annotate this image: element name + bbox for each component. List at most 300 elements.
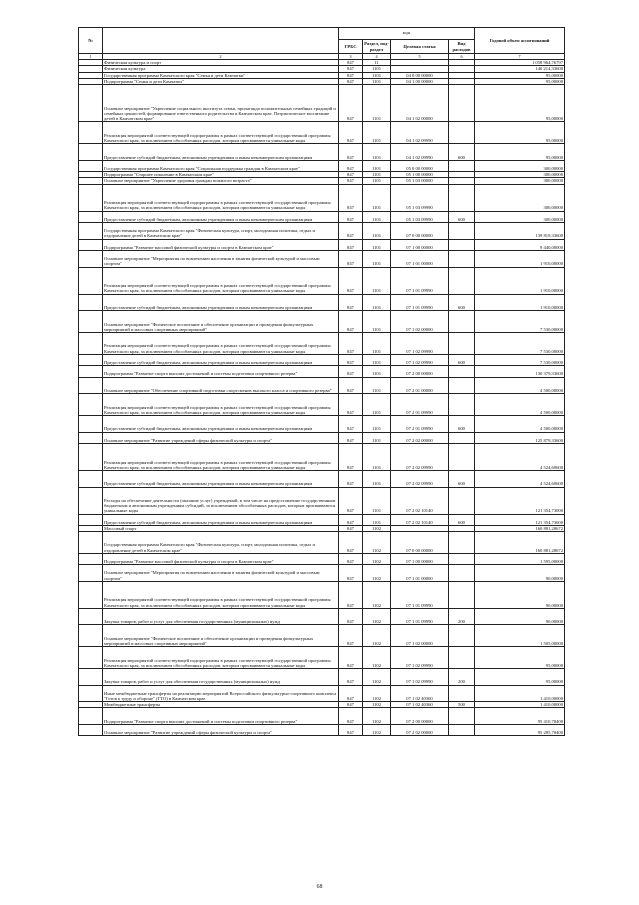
row-target-article-cell: 07 1 01 09990: [391, 581, 449, 608]
row-number-cell: [79, 377, 103, 394]
row-amount-cell: 1 595,00000: [475, 553, 565, 564]
row-name-cell: Основное мероприятие "Обеспечение спортивной подготовки спортсменов высокого класса и спортивного резерва": [103, 377, 339, 394]
header-sum: Годовой объем ассигнований: [475, 28, 565, 54]
row-number-cell: [79, 366, 103, 377]
row-number-cell: [79, 685, 103, 702]
table-row: [79, 647, 565, 669]
row-target-article-cell: 07 2 01 00000: [391, 377, 449, 394]
row-number-cell: [79, 160, 103, 171]
row-section-cell: 1101: [363, 366, 391, 377]
row-grbs-cell: 847: [339, 239, 363, 250]
row-target-article-cell: 07 2 01 09990: [391, 394, 449, 416]
row-section-cell: 1101: [363, 332, 391, 354]
row-name-cell: Физическая культура: [103, 66, 339, 72]
row-amount-cell: 300,00000: [475, 184, 565, 211]
row-amount-cell: 90,00000: [475, 608, 565, 625]
row-expense-type-cell: 600: [449, 144, 475, 161]
row-grbs-cell: 847: [339, 514, 363, 525]
row-name-cell: Подпрограмма "Развитие спорта высших достижений и системы подготовки спортивного резерва": [103, 708, 339, 725]
row-grbs-cell: 847: [339, 267, 363, 294]
column-index: 1: [79, 54, 103, 60]
row-section-cell: 1101: [363, 294, 391, 311]
row-expense-type-cell: [449, 311, 475, 333]
row-name-cell: Реализация мероприятий соответствующей подпрограммы в рамках соответствующей государственной программы Камчатского края, за исключением обособленных расходов, которым присваиваются уникальные коды: [103, 443, 339, 470]
table-row: [79, 222, 565, 239]
row-expense-type-cell: [449, 366, 475, 377]
row-name-cell: Государственная программа Камчатского края "Физическая культура, спорт, молодежная политика, отдых и оздоровление детей в Камчатском крае": [103, 222, 339, 239]
row-amount-cell: 160 881,28672: [475, 525, 565, 531]
row-name-cell: Основное мероприятие "Укрепление социального института семьи, пропаганда положительных семейных традиций и семейных ценностей, формирование ответственного родительства в Камчатском крае. Патриотическое воспитание детей в Камчатском крае": [103, 85, 339, 122]
row-number-cell: [79, 394, 103, 416]
row-section-cell: 1101: [363, 85, 391, 122]
row-section-cell: 1101: [363, 250, 391, 267]
row-amount-cell: 95,00000: [475, 72, 565, 78]
row-grbs-cell: 847: [339, 60, 363, 66]
row-expense-type-cell: 600: [449, 415, 475, 432]
row-amount-cell: 125 879,33600: [475, 432, 565, 443]
row-name-cell: Основное мероприятие "Укрепление здоровья граждан пожилого возраста": [103, 178, 339, 184]
row-section-cell: 1102: [363, 685, 391, 702]
row-section-cell: 1101: [363, 66, 391, 72]
row-section-cell: 1101: [363, 122, 391, 144]
row-target-article-cell: 07 2 02 10140: [391, 514, 449, 525]
row-expense-type-cell: [449, 443, 475, 470]
table-row: [79, 432, 565, 443]
row-expense-type-cell: 200: [449, 608, 475, 625]
table-row: [79, 514, 565, 525]
row-target-article-cell: 04 1 02 00000: [391, 85, 449, 122]
column-index: 7: [475, 54, 565, 60]
row-section-cell: 11: [363, 60, 391, 66]
row-grbs-cell: 847: [339, 470, 363, 487]
row-section-cell: 1101: [363, 432, 391, 443]
row-name-cell: Предоставление субсидий бюджетным, автономным учреждениям и иным некоммерческим организациям: [103, 211, 339, 222]
row-name-cell: Физическая культура и спорт: [103, 60, 339, 66]
row-section-cell: 1101: [363, 222, 391, 239]
row-number-cell: [79, 669, 103, 686]
row-target-article-cell: 04 1 02 09990: [391, 144, 449, 161]
row-amount-cell: 95,00000: [475, 144, 565, 161]
row-number-cell: [79, 332, 103, 354]
row-target-article-cell: 05 1 00 00000: [391, 172, 449, 178]
row-expense-type-cell: 600: [449, 354, 475, 365]
row-target-article-cell: 05 1 03 09990: [391, 211, 449, 222]
row-target-article-cell: 07 1 01 00000: [391, 250, 449, 267]
row-section-cell: 1102: [363, 565, 391, 582]
row-amount-cell: 300,00000: [475, 211, 565, 222]
row-amount-cell: 300,00000: [475, 178, 565, 184]
row-amount-cell: 1 910,00000: [475, 294, 565, 311]
row-amount-cell: 4 524,60600: [475, 443, 565, 470]
row-amount-cell: 300,00000: [475, 160, 565, 171]
row-target-article-cell: 07 1 02 00000: [391, 625, 449, 647]
row-name-cell: Реализация мероприятий соответствующей подпрограммы в рамках соответствующей государственной программы Камчатского края, за исключением обособленных расходов, которым присваиваются уникальные коды: [103, 394, 339, 416]
row-amount-cell: 1 410,00000: [475, 702, 565, 708]
row-grbs-cell: 847: [339, 178, 363, 184]
table-row: [79, 532, 565, 554]
row-amount-cell: 7 530,00000: [475, 311, 565, 333]
row-grbs-cell: 847: [339, 294, 363, 311]
row-name-cell: Расходы на обеспечение деятельности (оказание услуг) учреждений, в том числе на предоставление государственным бюджетным и автономным учреждениям субсидий, за исключением обособленных расходов, которым присваиваются уникальные коды: [103, 487, 339, 514]
row-section-cell: 1101: [363, 470, 391, 487]
row-number-cell: [79, 122, 103, 144]
row-grbs-cell: 847: [339, 708, 363, 725]
row-target-article-cell: 07 1 02 00000: [391, 311, 449, 333]
row-target-article-cell: 07 0 00 00000: [391, 222, 449, 239]
row-expense-type-cell: 200: [449, 669, 475, 686]
table-row: [79, 725, 565, 736]
row-amount-cell: 90,00000: [475, 565, 565, 582]
table-row: [79, 332, 565, 354]
row-name-cell: Реализация мероприятий соответствующей подпрограммы в рамках соответствующей государственной программы Камчатского края, за исключением обособленных расходов, которым присваиваются уникальные коды: [103, 184, 339, 211]
row-section-cell: 1102: [363, 525, 391, 531]
row-number-cell: [79, 415, 103, 432]
table-row: [79, 625, 565, 647]
row-expense-type-cell: 500: [449, 702, 475, 708]
row-expense-type-cell: [449, 685, 475, 702]
column-index: 2: [103, 54, 339, 60]
row-expense-type-cell: [449, 332, 475, 354]
row-target-article-cell: 07 1 01 00000: [391, 565, 449, 582]
row-grbs-cell: 847: [339, 443, 363, 470]
header-razd: Раздел, под-раздел: [364, 41, 389, 52]
row-name-cell: Подпрограмма "Развитие массовой физической культуры и спорта в Камчатском крае": [103, 553, 339, 564]
row-expense-type-cell: [449, 222, 475, 239]
header-name: [103, 28, 339, 54]
row-grbs-cell: 847: [339, 250, 363, 267]
row-name-cell: Предоставление субсидий бюджетным, автономным учреждениям и иным некоммерческим организациям: [103, 514, 339, 525]
row-target-article-cell: 07 2 02 10140: [391, 487, 449, 514]
table-row: [79, 144, 565, 161]
row-expense-type-cell: [449, 85, 475, 122]
row-name-cell: Государственная программа Камчатского края "Семья и дети Камчатки": [103, 72, 339, 78]
row-name-cell: Реализация мероприятий соответствующей подпрограммы в рамках соответствующей государственной программы Камчатского края, за исключением обособленных расходов, которым присваиваются уникальные коды: [103, 647, 339, 669]
row-amount-cell: 95 285,78400: [475, 725, 565, 736]
column-index: 3: [339, 54, 363, 60]
row-amount-cell: 121 354,73000: [475, 487, 565, 514]
row-grbs-cell: 847: [339, 78, 363, 84]
row-number-cell: [79, 267, 103, 294]
table-body: [79, 60, 565, 736]
row-expense-type-cell: [449, 487, 475, 514]
table-row: [79, 708, 565, 725]
row-grbs-cell: 847: [339, 581, 363, 608]
row-amount-cell: 95,00000: [475, 85, 565, 122]
row-name-cell: Реализация мероприятий соответствующей подпрограммы в рамках соответствующей государственной программы Камчатского края, за исключением обособленных расходов, которым присваиваются уникальные коды: [103, 581, 339, 608]
table-row: [79, 85, 565, 122]
row-name-cell: Основное мероприятие "Мероприятия по вовлечению населения в занятия физической культурой и массовым спортом": [103, 250, 339, 267]
row-number-cell: [79, 470, 103, 487]
table-row: [79, 669, 565, 686]
table-row: [79, 122, 565, 144]
row-amount-cell: 4 500,00000: [475, 394, 565, 416]
row-section-cell: 1102: [363, 581, 391, 608]
row-amount-cell: 1 410,00000: [475, 685, 565, 702]
row-grbs-cell: 847: [339, 354, 363, 365]
table-row: [79, 377, 565, 394]
row-number-cell: [79, 487, 103, 514]
row-number-cell: [79, 647, 103, 669]
row-number-cell: [79, 532, 103, 554]
row-amount-cell: 1 910,00000: [475, 250, 565, 267]
row-name-cell: Подпрограмма "Развитие массовой физической культуры и спорта в Камчатском крае": [103, 239, 339, 250]
row-grbs-cell: 847: [339, 669, 363, 686]
row-number-cell: [79, 608, 103, 625]
row-number-cell: [79, 565, 103, 582]
row-grbs-cell: 847: [339, 565, 363, 582]
row-grbs-cell: 847: [339, 525, 363, 531]
row-number-cell: [79, 311, 103, 333]
row-number-cell: [79, 432, 103, 443]
table-row: [79, 553, 565, 564]
row-section-cell: 1101: [363, 487, 391, 514]
row-grbs-cell: 847: [339, 332, 363, 354]
row-number-cell: [79, 514, 103, 525]
row-target-article-cell: 07 1 02 09990: [391, 332, 449, 354]
row-amount-cell: 140 214,33600: [475, 66, 565, 72]
row-amount-cell: 95,00000: [475, 122, 565, 144]
row-section-cell: 1101: [363, 72, 391, 78]
row-number-cell: [79, 354, 103, 365]
row-target-article-cell: 07 1 02 09990: [391, 669, 449, 686]
table-row: [79, 394, 565, 416]
row-grbs-cell: 847: [339, 144, 363, 161]
row-number-cell: [79, 725, 103, 736]
row-grbs-cell: 847: [339, 366, 363, 377]
table-row: [79, 239, 565, 250]
row-expense-type-cell: [449, 250, 475, 267]
row-section-cell: 1101: [363, 172, 391, 178]
row-name-cell: Государственная программа Камчатского края "Социальная поддержка граждан в Камчатском крае": [103, 160, 339, 171]
column-index: 5: [391, 54, 449, 60]
row-name-cell: Подпрограмма "Развитие спорта высших достижений и системы подготовки спортивного резерва": [103, 366, 339, 377]
row-grbs-cell: 847: [339, 702, 363, 708]
row-name-cell: Закупка товаров, работ и услуг для обеспечения государственных (муниципальных) нужд: [103, 608, 339, 625]
row-target-article-cell: 07 1 02 40360: [391, 702, 449, 708]
row-name-cell: Закупка товаров, работ и услуг для обеспечения государственных (муниципальных) нужд: [103, 669, 339, 686]
row-name-cell: Основное мероприятие "Мероприятия по вовлечению населения в занятия физической культурой и массовым спортом": [103, 565, 339, 582]
row-section-cell: 1102: [363, 725, 391, 736]
row-section-cell: 1102: [363, 669, 391, 686]
row-number-cell: [79, 581, 103, 608]
row-number-cell: [79, 294, 103, 311]
row-target-article-cell: 07 2 00 00000: [391, 366, 449, 377]
row-expense-type-cell: [449, 184, 475, 211]
row-target-article-cell: 07 1 02 09990: [391, 647, 449, 669]
row-target-article-cell: 07 2 01 09990: [391, 415, 449, 432]
row-section-cell: 1101: [363, 311, 391, 333]
row-section-cell: 1102: [363, 553, 391, 564]
row-target-article-cell: 05 0 00 00000: [391, 160, 449, 171]
row-amount-cell: 95,00000: [475, 669, 565, 686]
row-expense-type-cell: [449, 625, 475, 647]
row-target-article-cell: 07 1 01 09990: [391, 608, 449, 625]
row-amount-cell: 7 530,00000: [475, 332, 565, 354]
row-amount-cell: 95,00000: [475, 78, 565, 84]
row-section-cell: 1101: [363, 443, 391, 470]
row-grbs-cell: 847: [339, 72, 363, 78]
row-section-cell: 1101: [363, 160, 391, 171]
row-amount-cell: 139 819,33600: [475, 222, 565, 239]
row-grbs-cell: 847: [339, 211, 363, 222]
row-section-cell: 1101: [363, 239, 391, 250]
row-expense-type-cell: [449, 581, 475, 608]
row-grbs-cell: 847: [339, 415, 363, 432]
row-name-cell: Реализация мероприятий соответствующей подпрограммы в рамках соответствующей государственной программы Камчатского края, за исключением обособленных расходов, которым присваиваются уникальные коды: [103, 122, 339, 144]
row-expense-type-cell: [449, 553, 475, 564]
row-grbs-cell: 847: [339, 532, 363, 554]
row-section-cell: 1101: [363, 514, 391, 525]
table-row: [79, 685, 565, 702]
row-grbs-cell: 847: [339, 122, 363, 144]
row-expense-type-cell: 600: [449, 514, 475, 525]
row-expense-type-cell: [449, 267, 475, 294]
row-section-cell: 1101: [363, 178, 391, 184]
row-grbs-cell: 847: [339, 160, 363, 171]
row-number-cell: [79, 85, 103, 122]
column-index: 4: [363, 54, 391, 60]
row-grbs-cell: 847: [339, 377, 363, 394]
row-target-article-cell: 04 1 00 00000: [391, 78, 449, 84]
row-section-cell: 1101: [363, 377, 391, 394]
row-grbs-cell: 847: [339, 66, 363, 72]
row-section-cell: 1101: [363, 394, 391, 416]
row-number-cell: [79, 250, 103, 267]
row-target-article-cell: 07 2 02 09990: [391, 443, 449, 470]
row-section-cell: 1102: [363, 625, 391, 647]
row-target-article-cell: 07 1 02 40360: [391, 685, 449, 702]
row-section-cell: 1101: [363, 184, 391, 211]
row-amount-cell: 130 379,33600: [475, 366, 565, 377]
table-row: [79, 366, 565, 377]
table-row: [79, 354, 565, 365]
row-target-article-cell: 07 2 02 00000: [391, 725, 449, 736]
row-target-article-cell: 05 1 03 00000: [391, 178, 449, 184]
row-grbs-cell: 847: [339, 184, 363, 211]
row-section-cell: 1101: [363, 211, 391, 222]
row-number-cell: [79, 184, 103, 211]
row-section-cell: 1102: [363, 532, 391, 554]
row-name-cell: Массовый спорт: [103, 525, 339, 531]
row-grbs-cell: 847: [339, 553, 363, 564]
row-number-cell: [79, 239, 103, 250]
row-expense-type-cell: 600: [449, 211, 475, 222]
table-row: [79, 294, 565, 311]
row-section-cell: 1101: [363, 144, 391, 161]
header-cs: Целевая статья: [391, 40, 449, 54]
row-target-article-cell: 07 1 00 00000: [391, 239, 449, 250]
row-grbs-cell: 847: [339, 725, 363, 736]
row-target-article-cell: 04 0 00 00000: [391, 72, 449, 78]
row-amount-cell: 1 058 964,76797: [475, 60, 565, 66]
table-row: [79, 211, 565, 222]
row-amount-cell: 7 530,00000: [475, 354, 565, 365]
table-row: [79, 443, 565, 470]
column-index: 6: [449, 54, 475, 60]
header-codes: коды: [339, 28, 475, 40]
row-target-article-cell: 07 1 00 00000: [391, 553, 449, 564]
row-name-cell: Государственная программа Камчатского края "Физическая культура, спорт, молодежная политика, отдых и оздоровление детей в Камчатском крае": [103, 532, 339, 554]
header-grbs: ГРБС: [339, 40, 363, 54]
row-expense-type-cell: [449, 377, 475, 394]
table-header: [79, 28, 565, 60]
row-name-cell: Основное мероприятие "Развитие учреждений сферы физической культуры и спорта": [103, 725, 339, 736]
row-name-cell: Иные межбюджетные трансферты на реализацию мероприятий Всероссийского физкультурно-спортивного комплекса "Готов к труду и обороне" (ГТО) в Камчатском крае: [103, 685, 339, 702]
row-grbs-cell: 847: [339, 432, 363, 443]
row-section-cell: 1102: [363, 708, 391, 725]
row-number-cell: [79, 553, 103, 564]
row-expense-type-cell: [449, 394, 475, 416]
row-expense-type-cell: [449, 725, 475, 736]
header-num: №: [79, 28, 103, 54]
row-target-article-cell: 07 1 02 09990: [391, 354, 449, 365]
table-row: [79, 581, 565, 608]
row-section-cell: 1102: [363, 702, 391, 708]
row-name-cell: Межбюджетные трансферты: [103, 702, 339, 708]
row-name-cell: Подпрограмма "Семья и дети Камчатки": [103, 78, 339, 84]
row-amount-cell: 300,00000: [475, 172, 565, 178]
row-target-article-cell: 07 1 01 09990: [391, 267, 449, 294]
table-row: [79, 415, 565, 432]
table-row: [79, 184, 565, 211]
row-amount-cell: 4 500,00000: [475, 377, 565, 394]
row-target-article-cell: 04 1 02 09990: [391, 122, 449, 144]
row-number-cell: [79, 443, 103, 470]
table-row: [79, 311, 565, 333]
row-amount-cell: 160 881,28672: [475, 532, 565, 554]
row-section-cell: 1102: [363, 608, 391, 625]
table-row: [79, 160, 565, 171]
row-name-cell: Реализация мероприятий соответствующей подпрограммы в рамках соответствующей государственной программы Камчатского края, за исключением обособленных расходов, которым присваиваются уникальные коды: [103, 267, 339, 294]
row-amount-cell: 95,00000: [475, 647, 565, 669]
row-expense-type-cell: [449, 160, 475, 171]
row-amount-cell: 1 910,00000: [475, 267, 565, 294]
row-grbs-cell: 847: [339, 172, 363, 178]
row-number-cell: [79, 708, 103, 725]
row-name-cell: Предоставление субсидий бюджетным, автономным учреждениям и иным некоммерческим организациям: [103, 294, 339, 311]
row-amount-cell: 1 505,00000: [475, 625, 565, 647]
row-expense-type-cell: [449, 122, 475, 144]
row-name-cell: Основное мероприятие "Развитие учреждений сферы физической культуры и спорта": [103, 432, 339, 443]
table-row: [79, 267, 565, 294]
row-section-cell: 1101: [363, 354, 391, 365]
page-number: 68: [316, 884, 323, 890]
row-name-cell: Основное мероприятие "Физическое воспитание и обеспечение организации и проведения физкультурных мероприятий и массовых спортивных мероприятий": [103, 311, 339, 333]
row-amount-cell: 121 354,73000: [475, 514, 565, 525]
row-section-cell: 1101: [363, 415, 391, 432]
row-amount-cell: 90,00000: [475, 581, 565, 608]
table-row: [79, 608, 565, 625]
row-target-article-cell: 07 2 00 00000: [391, 708, 449, 725]
row-grbs-cell: 847: [339, 85, 363, 122]
row-target-article-cell: 05 1 03 09990: [391, 184, 449, 211]
table-row: [79, 250, 565, 267]
row-grbs-cell: 847: [339, 625, 363, 647]
row-number-cell: [79, 625, 103, 647]
row-amount-cell: 4 524,60600: [475, 470, 565, 487]
row-amount-cell: 9 440,00000: [475, 239, 565, 250]
row-grbs-cell: 847: [339, 685, 363, 702]
row-grbs-cell: 847: [339, 311, 363, 333]
row-expense-type-cell: 600: [449, 294, 475, 311]
row-number-cell: [79, 222, 103, 239]
row-name-cell: Основное мероприятие "Физическое воспитание и обеспечение организации и проведения физкультурных мероприятий и массовых спортивных мероприятий": [103, 625, 339, 647]
row-amount-cell: 4 500,00000: [475, 415, 565, 432]
header-vr: Вид расходов: [449, 40, 475, 54]
row-grbs-cell: 847: [339, 608, 363, 625]
row-number-cell: [79, 211, 103, 222]
row-name-cell: Предоставление субсидий бюджетным, автономным учреждениям и иным некоммерческим организациям: [103, 144, 339, 161]
